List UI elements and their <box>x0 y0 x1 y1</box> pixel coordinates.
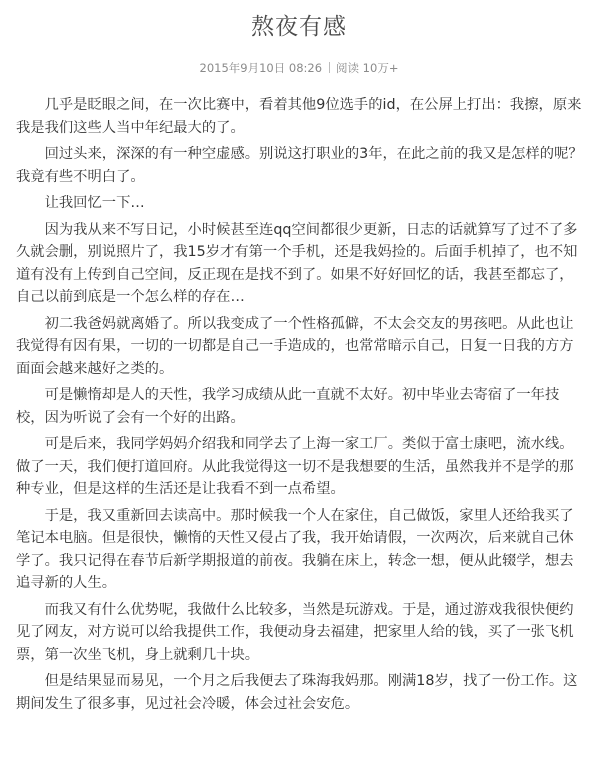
article-body <box>16 94 584 719</box>
paragraph: 而我又有什么优势呢，我做什么比较多，当然是玩游戏。于是，通过游戏我很快便约见了网友，对方说可以给我提供工作，我便动身去福建，把家里人给的钱，买了一张飞机票，第一次坐飞机，身上就剩几十块。 <box>16 601 574 663</box>
paragraph: 回过头来，深深的有一种空虚感。别说这打职业的3年，在此之前的我又是怎样的呢？我竟有些不明白了。 <box>16 146 583 185</box>
paragraph: 可是后来，我同学妈妈介绍我和同学去了上海一家工厂。类似于富士康吧，流水线。做了一天，我们便打道回府。从此我觉得这一切不是我想要的生活，虽然我并不是学的那种专业，但是这样的生活还是让我看不到一点希望。 <box>16 436 574 497</box>
paragraph: 但是结果显而易见，一个月之后我便去了珠海我妈那。刚满18岁，找了一份工作。这期间发生了很多事，见过社会冷暖，体会过社会安危。 <box>16 673 578 712</box>
meta-divider <box>329 62 330 73</box>
article-title: 熬夜有感 <box>251 14 347 40</box>
paragraph: 于是，我又重新回去读高中。那时候我一个人在家住，自己做饭，家里人还给我买了笔记本电脑。但是很快，懒惰的天性又侵占了我，我开始请假，一次两次，后来就自己休学了。我只记得在春节后新学期报道的前夜。我躺在床上，转念一想，便从此辍学，想去追寻新的人生。 <box>16 507 574 591</box>
article-meta <box>0 60 598 76</box>
paragraph: 让我回忆一下… <box>44 195 145 211</box>
paragraph: 几乎是眨眼之间，在一次比赛中，看着其他9位选手的id，在公屏上打出：我擦，原来我是我们这些人当中年纪最大的了。 <box>16 97 582 136</box>
paragraph: 可是懒惰却是人的天性，我学习成绩从此一直就不太好。初中毕业去寄宿了一年技校，因为听说了会有一个好的出路。 <box>16 387 560 426</box>
publish-date: 2015年9月10日 08:26 <box>199 61 323 75</box>
paragraph: 初二我爸妈就离婚了。所以我变成了一个性格孤僻，不太会交友的男孩吧。从此也让我觉得有因有果，一切的一切都是自己一手造成的，也常常暗示自己，日复一日我的方方面面会越来越好之类的。 <box>16 315 574 377</box>
read-count: 阅读 10万+ <box>336 61 399 75</box>
paragraph: 因为我从来不写日记，小时候甚至连qq空间都很少更新，日志的话就算写了过不了多久就会删，别说照片了，我15岁才有第一个手机，还是我妈捡的。后面手机掉了，也不知道有没有上传到自己空间，反正现在是找不到了。如果不好好回忆的话，我甚至都忘了，自己以前到底是一个怎么样的存在… <box>16 221 578 305</box>
